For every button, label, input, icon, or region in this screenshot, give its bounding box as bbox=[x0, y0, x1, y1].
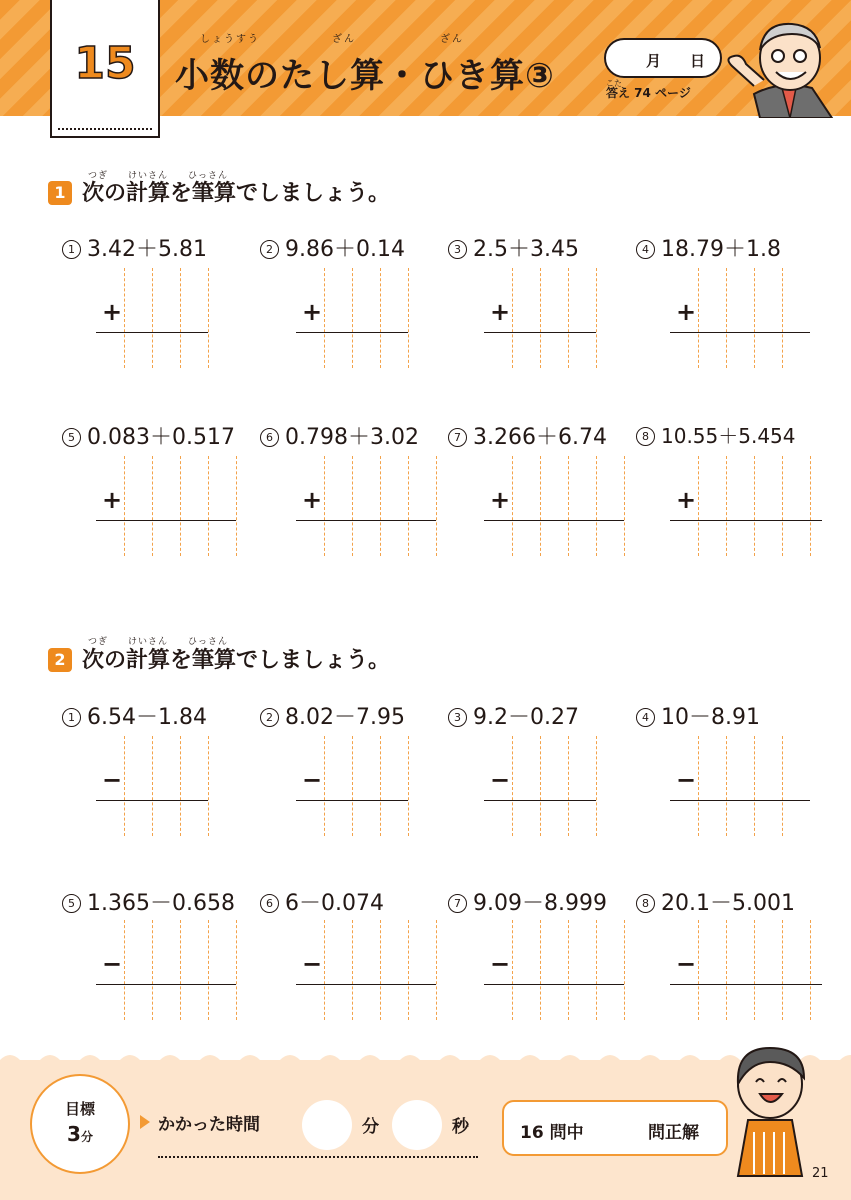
date-box[interactable] bbox=[604, 38, 722, 78]
work-area-1-6[interactable]: + bbox=[296, 456, 440, 556]
section1-ruby: つぎ けいさん ひっさん bbox=[88, 171, 229, 181]
section2-instruction: 次の計算を筆算でしましょう。 bbox=[82, 648, 391, 673]
section2-ruby: つぎ けいさん ひっさん bbox=[88, 637, 229, 647]
arrow-icon bbox=[140, 1115, 150, 1129]
goal-time: 3分 bbox=[67, 1122, 93, 1146]
problem-1-7: 7 3.266＋6.74 bbox=[448, 420, 607, 451]
problem-1-6: 6 0.798＋3.02 bbox=[260, 420, 419, 451]
minutes-label: 分 bbox=[362, 1117, 379, 1137]
page-number: 21 bbox=[812, 1166, 829, 1181]
work-area-2-3[interactable]: − bbox=[484, 736, 644, 836]
problem-1-4: 4 18.79＋1.8 bbox=[636, 232, 781, 263]
date-day-label: 日 bbox=[690, 52, 706, 70]
work-area-1-2[interactable]: + bbox=[296, 268, 456, 368]
problem-2-2: 2 8.02－7.95 bbox=[260, 700, 405, 731]
section2-number: 2 bbox=[48, 648, 72, 672]
work-area-2-6[interactable]: − bbox=[296, 920, 440, 1020]
work-area-2-7[interactable]: − bbox=[484, 920, 628, 1020]
time-taken-label: かかった時間 bbox=[140, 1110, 260, 1135]
page-title: 小数のたし算・ひき算③ bbox=[175, 56, 555, 96]
score-total: 16 問中 bbox=[520, 1123, 584, 1143]
goal-label: 目標 bbox=[64, 1100, 95, 1118]
problem-1-8: 8 10.55＋5.454 bbox=[636, 420, 796, 449]
girl-illustration bbox=[720, 1036, 820, 1182]
work-area-1-5[interactable]: + bbox=[96, 456, 240, 556]
problem-2-1: 1 6.54－1.84 bbox=[62, 700, 207, 731]
work-area-2-5[interactable]: − bbox=[96, 920, 240, 1020]
section2-heading bbox=[48, 643, 390, 674]
problem-1-3: 3 2.5＋3.45 bbox=[448, 232, 579, 263]
section1-instruction: 次の計算を筆算でしましょう。 bbox=[82, 181, 391, 206]
problem-2-7: 7 9.09－8.999 bbox=[448, 886, 607, 917]
section1-number: 1 bbox=[48, 181, 72, 205]
problem-1-5: 5 0.083＋0.517 bbox=[62, 420, 235, 451]
work-area-2-1[interactable]: − bbox=[96, 736, 256, 836]
date-month-label: 月 bbox=[646, 52, 662, 70]
work-area-2-4[interactable]: − bbox=[670, 736, 830, 836]
work-area-2-8[interactable]: − bbox=[670, 920, 822, 1020]
work-area-1-3[interactable]: + bbox=[484, 268, 644, 368]
answer-reference: 答え 74 ページ bbox=[606, 86, 691, 100]
section1-heading bbox=[48, 176, 390, 207]
problem-2-4: 4 10－8.91 bbox=[636, 700, 760, 731]
goal-clock bbox=[30, 1074, 130, 1174]
work-area-1-8[interactable]: + bbox=[670, 456, 822, 556]
problem-2-3: 3 9.2－0.27 bbox=[448, 700, 579, 731]
work-area-1-7[interactable]: + bbox=[484, 456, 628, 556]
work-area-1-1[interactable]: + bbox=[96, 268, 256, 368]
problem-1-2: 2 9.86＋0.14 bbox=[260, 232, 405, 263]
work-area-1-4[interactable]: + bbox=[670, 268, 830, 368]
answer-ruby: こた bbox=[606, 79, 622, 88]
teacher-illustration bbox=[720, 14, 840, 118]
problem-2-5: 5 1.365－0.658 bbox=[62, 886, 235, 917]
minutes-input[interactable] bbox=[302, 1100, 352, 1150]
work-area-2-2[interactable]: − bbox=[296, 736, 456, 836]
score-correct-label: 問正解 bbox=[648, 1123, 699, 1143]
score-box[interactable] bbox=[502, 1100, 728, 1156]
seconds-input[interactable] bbox=[392, 1100, 442, 1150]
title-ruby: しょうすう ざん ざん bbox=[200, 34, 464, 45]
problem-2-6: 6 6－0.074 bbox=[260, 886, 384, 917]
dotted-rule bbox=[158, 1156, 478, 1158]
problem-2-8: 8 20.1－5.001 bbox=[636, 886, 795, 917]
seconds-label: 秒 bbox=[452, 1117, 469, 1137]
problem-1-1: 1 3.42＋5.81 bbox=[62, 232, 207, 263]
unit-number: 15 bbox=[74, 38, 136, 89]
